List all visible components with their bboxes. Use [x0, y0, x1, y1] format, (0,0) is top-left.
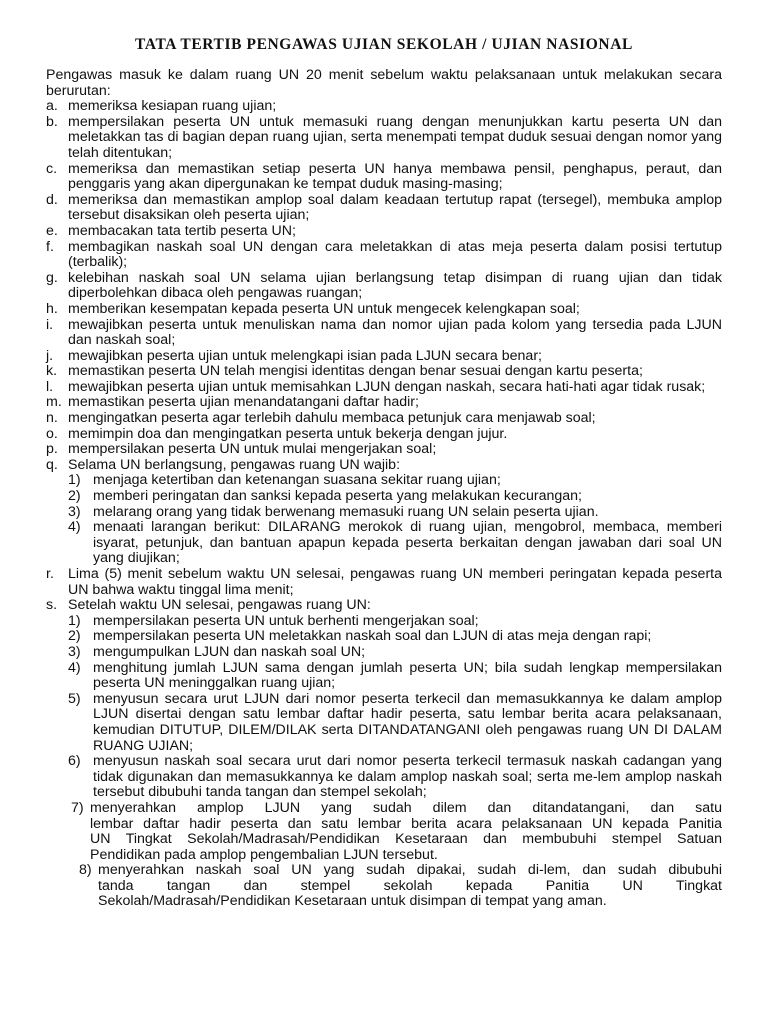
intro-paragraph: Pengawas masuk ke dalam ruang UN 20 menit sebelum waktu pelaksanaan untuk melakukan secara berurutan:	[46, 67, 722, 99]
sub-item	[46, 801, 722, 863]
sub-item	[46, 863, 722, 910]
item-label: e.	[46, 222, 58, 239]
list-item	[46, 598, 722, 614]
sub-item-label: 4)	[68, 519, 81, 536]
list-item	[46, 442, 722, 458]
list-item	[46, 224, 722, 240]
item-text: memeriksa kesiapan ruang ujian;	[68, 98, 277, 115]
list-item	[46, 411, 722, 427]
sub-item	[46, 629, 722, 645]
list-item	[46, 115, 722, 162]
sub-item	[46, 692, 722, 754]
item-label: c.	[46, 160, 58, 177]
item-text: mempersilakan peserta UN untuk memasuki ruang dengan menunjukkan kartu peserta UN dan meletakkan tas di bagian depan ruang ujian, serta menempati tempat duduk sesuai dengan nomor yang telah ditentukan;	[68, 113, 722, 161]
sub-item-line: Pendidikan pada amplop pengembalian LJUN tersebut.	[90, 846, 438, 863]
item-label: l.	[46, 378, 54, 395]
list-item	[46, 427, 722, 443]
list-item	[46, 364, 722, 380]
item-text: mewajibkan peserta untuk menuliskan nama dan nomor ujian pada kolom yang tersedia pada LJUN dan naskah soal;	[68, 316, 722, 349]
sub-item-text: memberi peringatan dan sanksi kepada peserta yang melakukan kecurangan;	[93, 488, 582, 505]
list-item	[46, 271, 722, 302]
list-item	[46, 380, 722, 396]
sub-item-label: 1)	[68, 472, 81, 489]
item-label: p.	[46, 441, 58, 458]
list-item	[46, 567, 722, 598]
item-text: mengingatkan peserta agar terlebih dahulu membaca petunjuk cara menjawab soal;	[68, 410, 596, 427]
sub-item-line: menyerahkan naskah soal UN yang sudah dipakai, sudah di-lem, dan sudah dibubuhi	[98, 862, 722, 879]
item-label: f.	[46, 238, 54, 255]
sub-item-text: melarang orang yang tidak berwenang memasuki ruang UN selain peserta ujian.	[93, 503, 599, 520]
sub-item-text: menyusun secara urut LJUN dari nomor peserta terkecil dan memasukkannya ke dalam amplop LJUN disertai dengan satu lembar daftar hadir peserta, satu lembar berita acara pelaksanaan, kemudian DITUTUP, DILEM/DILAK serta DITANDATANGANI oleh pengawas ruang UN DI DALAM RUANG UJIAN;	[93, 690, 722, 754]
list-item	[46, 240, 722, 271]
sub-item-line: Sekolah/Madrasah/Pendidikan Kesetaraan untuk disimpan di tempat yang aman.	[98, 893, 607, 910]
sub-item	[46, 473, 722, 489]
sub-item-label: 2)	[68, 488, 81, 505]
item-label: m.	[46, 394, 62, 411]
sub-item	[46, 505, 722, 521]
sub-item-label: 3)	[68, 643, 81, 660]
sub-item-text: menaati larangan berikut: DILARANG merokok di ruang ujian, mengobrol, membaca, memberi isyarat, petunjuk, dan bantuan apapun kepada peserta berkaitan dengan jawaban dari soal UN yang diujikan;	[93, 519, 722, 567]
item-text: membacakan tata tertib peserta UN;	[68, 222, 296, 239]
sub-item-line: menyerahkan amplop LJUN yang sudah dilem dan ditandatangani, dan satu	[90, 799, 722, 816]
sub-item-text: menyusun naskah soal secara urut dari nomor peserta terkecil termasuk naskah cadangan yang tidak digunakan dan memasukkannya ke dalam amplop naskah soal; serta me-lem amplop naskah tersebut dibubuhi tanda tangan dan stempel sekolah;	[93, 753, 722, 801]
sub-item	[46, 645, 722, 661]
list-item	[46, 162, 722, 193]
list-item	[46, 458, 722, 474]
sub-item-text: mengumpulkan LJUN dan naskah soal UN;	[93, 643, 366, 660]
sub-item-line: lembar daftar hadir peserta dan satu lembar berita acara pelaksanaan UN kepada Panitia	[90, 815, 722, 832]
sub-item-text: menghitung jumlah LJUN sama dengan jumlah peserta UN; bila sudah lengkap mempersilakan peserta UN meninggalkan ruang ujian;	[93, 659, 722, 692]
item-text: Setelah waktu UN selesai, pengawas ruang UN:	[68, 597, 371, 614]
document-body	[46, 68, 722, 910]
list-item	[46, 99, 722, 115]
item-label: i.	[46, 316, 54, 333]
item-label: j.	[46, 347, 54, 364]
item-text: memimpin doa dan mengingatkan peserta untuk bekerja dengan jujur.	[68, 425, 508, 442]
item-label: k.	[46, 363, 58, 380]
sub-item-label: 8)	[79, 862, 92, 879]
sub-item-text: mempersilakan peserta UN untuk berhenti mengerjakan soal;	[93, 612, 479, 629]
item-label: h.	[46, 300, 58, 317]
item-text: Lima (5) menit sebelum waktu UN selesai, pengawas ruang UN memberi peringatan kepada peserta UN bahwa waktu tinggal lima menit;	[68, 566, 722, 598]
item-label: q.	[46, 456, 58, 473]
list-item	[46, 395, 722, 411]
item-text: memeriksa dan memastikan setiap peserta UN hanya membawa pensil, penghapus, peraut, dan penggaris yang akan dipergunakan ke tempat duduk masing-masing;	[68, 160, 722, 193]
item-text: memeriksa dan memastikan amplop soal dalam keadaan tertutup rapat (tersegel), membuka amplop tersebut disaksikan oleh peserta ujian;	[68, 191, 722, 224]
sub-item-label: 5)	[68, 690, 81, 707]
sub-item-label: 1)	[68, 612, 81, 629]
sub-item-line: UN Tingkat Sekolah/Madrasah/Pendidikan Kesetaraan dan membubuhi stempel Satuan	[90, 831, 722, 848]
sub-item	[46, 520, 722, 567]
sub-item-text: menjaga ketertiban dan ketenangan suasana sekitar ruang ujian;	[93, 472, 501, 489]
sub-item-text: mempersilakan peserta UN meletakkan naskah soal dan LJUN di atas meja dengan rapi;	[93, 628, 652, 645]
list-item	[46, 193, 722, 224]
sub-item	[46, 661, 722, 692]
sub-item-line: tanda tangan dan stempel sekolah kepada Panitia UN Tingkat	[98, 877, 722, 894]
item-label: g.	[46, 269, 58, 286]
item-text: memastikan peserta ujian menandatangani daftar hadir;	[68, 394, 419, 411]
item-text: mewajibkan peserta ujian untuk memisahkan LJUN dengan naskah, secara hati-hati agar tidak rusak;	[68, 378, 706, 395]
item-text: memberikan kesempatan kepada peserta UN untuk mengecek kelengkapan soal;	[68, 300, 580, 317]
list-item	[46, 302, 722, 318]
item-label: n.	[46, 410, 58, 427]
item-text: memastikan peserta UN telah mengisi identitas dengan benar sesuai dengan kartu peserta;	[68, 363, 643, 380]
item-text: kelebihan naskah soal UN selama ujian berlangsung tetap disimpan di ruang ujian dan tidak diperbolehkan dibaca oleh pengawas ruangan;	[68, 269, 722, 302]
item-label: o.	[46, 425, 58, 442]
sub-item	[46, 754, 722, 801]
sub-item	[46, 489, 722, 505]
document-title: TATA TERTIB PENGAWAS UJIAN SEKOLAH / UJIAN NASIONAL	[135, 36, 633, 53]
item-label: r.	[46, 566, 54, 582]
item-text: mewajibkan peserta ujian untuk melengkapi isian pada LJUN secara benar;	[68, 347, 542, 364]
item-label: a.	[46, 98, 58, 115]
item-label: s.	[46, 597, 58, 614]
sub-item-label: 6)	[68, 753, 81, 770]
list-item	[46, 318, 722, 349]
sub-item-label: 3)	[68, 503, 81, 520]
item-label: d.	[46, 191, 58, 208]
item-text: Selama UN berlangsung, pengawas ruang UN wajib:	[68, 456, 401, 473]
list-item	[46, 349, 722, 365]
sub-item-label: 2)	[68, 628, 81, 645]
sub-item-label: 7)	[71, 799, 84, 816]
sub-item	[46, 614, 722, 630]
item-text: mempersilakan peserta UN untuk mulai mengerjakan soal;	[68, 441, 437, 458]
item-text: membagikan naskah soal UN dengan cara meletakkan di atas meja peserta dalam posisi tertutup (terbalik);	[68, 238, 722, 271]
sub-item-label: 4)	[68, 659, 81, 676]
item-label: b.	[46, 113, 58, 130]
